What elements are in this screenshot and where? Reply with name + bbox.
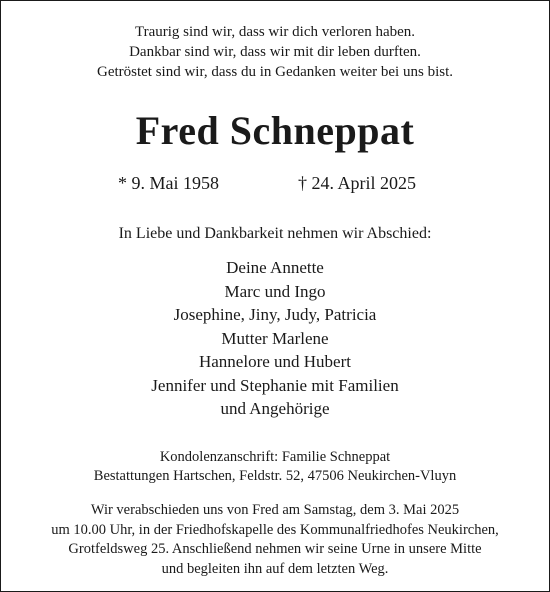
farewell-intro: In Liebe und Dankbarkeit nehmen wir Abschied: <box>118 225 432 242</box>
birth-date: * 9. Mai 1958 <box>118 173 219 193</box>
verse-line: Traurig sind wir, dass wir dich verloren haben. <box>134 24 416 40</box>
mourner-line: Jennifer und Stephanie mit Familien <box>151 375 399 395</box>
verse-line: Getröstet sind wir, dass du in Gedanken weiter bei uns bist. <box>96 64 453 80</box>
mourners-list <box>0 256 550 421</box>
mourner-line: Hannelore und Hubert <box>198 352 351 371</box>
condolence-line: Bestattungen Hartschen, Feldstr. 52, 47506 Neukirchen-Vluyn <box>93 468 457 484</box>
condolence-line: Kondolenzanschrift: Familie Schneppat <box>159 449 391 465</box>
funeral-notice <box>0 501 550 579</box>
mourner-line: und Angehörige <box>220 399 330 418</box>
funeral-line: um 10.00 Uhr, in der Friedhofskapelle des Kommunalfriedhofes Neukirchen, <box>51 521 499 538</box>
funeral-line: Grotfeldsweg 25. Anschließend nehmen wir seine Urne in unsere Mitte <box>68 541 482 557</box>
memorial-verse <box>0 22 550 82</box>
verse-line: Dankbar sind wir, dass wir mit dir leben durften. <box>129 44 421 60</box>
funeral-line: Wir verabschieden uns von Fred am Samstag, dem 3. Mai 2025 <box>90 502 460 518</box>
mourner-line: Mutter Marlene <box>221 328 329 348</box>
mourner-line: Josephine, Jiny, Judy, Patricia <box>173 305 377 324</box>
deceased-name: Fred Schneppat <box>135 108 415 153</box>
mourner-line: Deine Annette <box>226 258 324 277</box>
mourner-line: Marc und Ingo <box>224 281 326 301</box>
condolence-address <box>0 448 550 486</box>
death-date: † 24. April 2025 <box>298 173 417 193</box>
funeral-line: und begleiten ihn auf dem letzten Weg. <box>161 560 389 577</box>
